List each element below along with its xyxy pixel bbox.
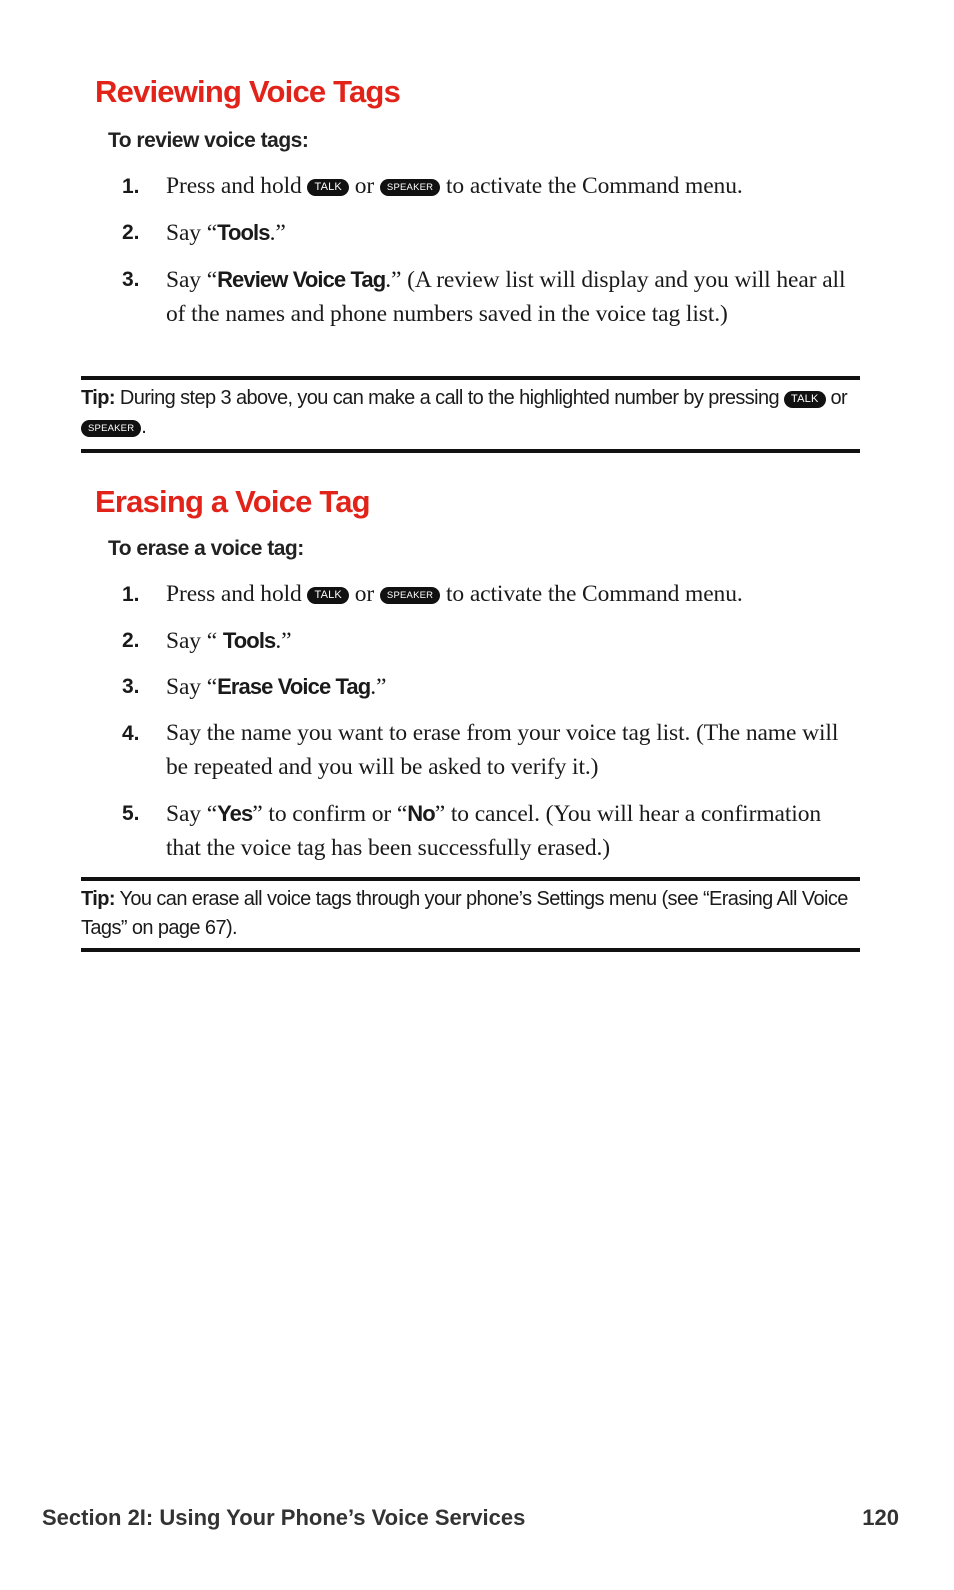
step-number: 2.: [122, 629, 140, 652]
tip-label: Tip:: [81, 888, 115, 910]
step-text: [166, 670, 857, 705]
speaker-key-icon: SPEAKER: [81, 420, 141, 437]
speaker-key-icon: SPEAKER: [380, 587, 440, 604]
step-number: 5.: [122, 802, 140, 825]
tip-text: [81, 384, 860, 442]
talk-key-icon: TALK: [784, 391, 826, 408]
step-text: [166, 624, 857, 659]
tip-label: Tip:: [81, 387, 115, 409]
page-number: 120: [862, 1505, 899, 1530]
voice-command-keyword: Erase Voice Tag: [217, 674, 371, 699]
voice-command-keyword: Yes: [217, 801, 253, 826]
step-text: [166, 263, 857, 331]
subheading-erase: To erase a voice tag:: [108, 537, 304, 560]
talk-key-icon: TALK: [307, 179, 349, 196]
review-step-3: [122, 263, 857, 331]
tip-body: During step 3 above, you can make a call to the highlighted number by pressing: [119, 387, 780, 409]
voice-command-keyword: Review Voice Tag: [217, 267, 386, 292]
erase-step-2: [122, 624, 857, 659]
tip-body: You can erase all voice tags through your phone’s Settings menu (see “Erasing All Voice Tags” on page 67).: [81, 888, 848, 939]
footer-section-title: Section 2I: Using Your Phone’s Voice Services: [42, 1505, 526, 1530]
section-title-reviewing: Reviewing Voice Tags: [95, 74, 401, 109]
step-text: [166, 216, 857, 251]
erase-step-4: [122, 717, 857, 784]
step-number: 1.: [122, 175, 140, 198]
step-text-part: or: [354, 173, 375, 199]
step-text-part: Press and hold: [166, 581, 302, 607]
review-step-1: [122, 170, 857, 204]
step-text-part: or: [354, 581, 375, 607]
talk-key-icon: TALK: [307, 587, 349, 604]
step-text-part: Say “: [166, 801, 218, 827]
speaker-key-icon: SPEAKER: [380, 179, 440, 196]
erase-step-3: [122, 670, 857, 705]
voice-command-keyword: Tools: [217, 220, 270, 245]
voice-command-keyword: Tools: [222, 628, 276, 653]
tip-box-review: [81, 376, 860, 453]
step-number: 2.: [122, 221, 140, 244]
erase-step-5: [122, 797, 857, 865]
step-number: 3.: [122, 268, 140, 291]
erase-step-1: [122, 578, 857, 612]
step-text-part: .”: [269, 220, 286, 246]
tip-text: [81, 885, 860, 943]
step-text: [166, 170, 857, 204]
section-title-erasing: Erasing a Voice Tag: [95, 484, 370, 519]
voice-command-keyword: No: [407, 801, 435, 826]
step-text-part: Say “: [166, 267, 218, 293]
step-text-part: ” to confirm or “: [252, 801, 408, 827]
step-text: [166, 578, 857, 612]
step-text-part: .”: [275, 628, 292, 654]
step-number: 1.: [122, 583, 140, 606]
tip-box-erase: [81, 877, 860, 952]
step-text-part: Say “: [166, 220, 218, 246]
step-text: [166, 797, 857, 865]
step-number: 4.: [122, 722, 140, 745]
step-text-part: .” (A review list will display and you will hear all of the names and phone numbers saved in the voice tag list.): [166, 267, 846, 327]
step-text: Say the name you want to erase from your voice tag list. (The name will be repeated and you will be asked to verify it.): [166, 720, 839, 780]
step-text-part: to activate the Command menu.: [445, 173, 743, 199]
subheading-review: To review voice tags:: [108, 129, 309, 152]
step-number: 3.: [122, 675, 140, 698]
step-text-part: ” to cancel. (You will hear a confirmation that the voice tag has been successfully erased.): [166, 801, 821, 861]
tip-body: .: [141, 416, 147, 438]
step-text-part: Say “: [166, 628, 223, 654]
review-step-2: [122, 216, 857, 251]
tip-body: or: [830, 387, 848, 409]
step-text-part: to activate the Command menu.: [445, 581, 743, 607]
step-text-part: Press and hold: [166, 173, 302, 199]
step-text-part: Say “: [166, 674, 218, 700]
step-text-part: .”: [370, 674, 387, 700]
